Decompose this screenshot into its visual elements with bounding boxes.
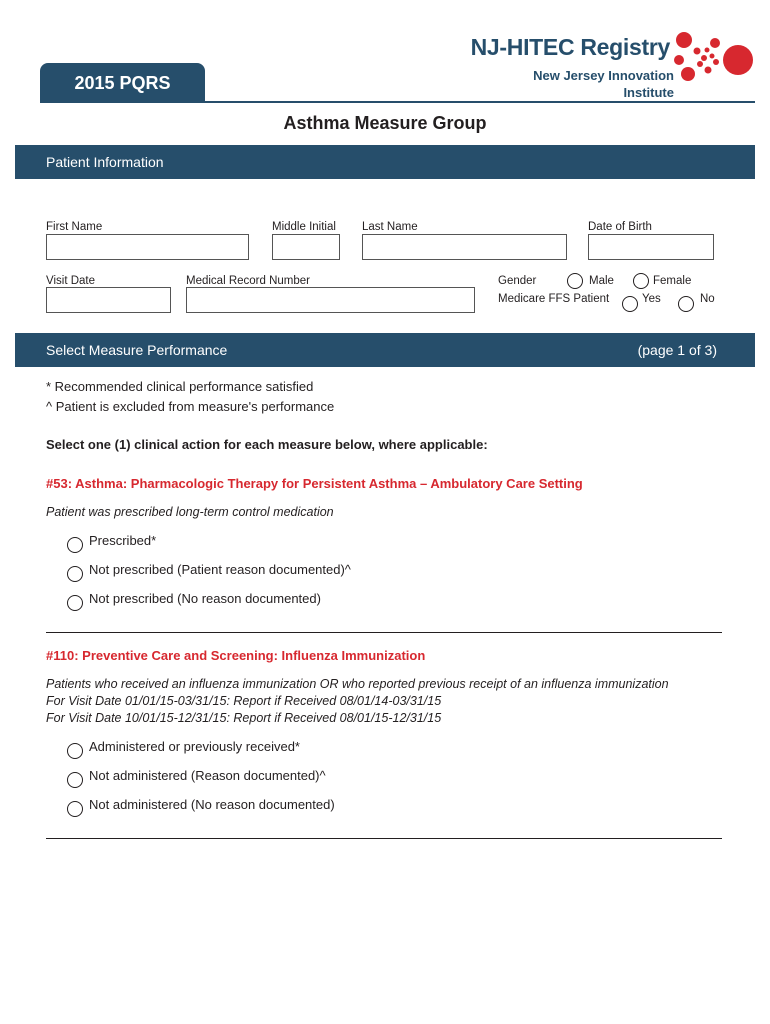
mrn-field[interactable] — [186, 287, 475, 313]
form-title: Asthma Measure Group — [283, 113, 487, 133]
measure-110-option-not-administered-no-reason[interactable] — [67, 797, 335, 817]
measure-110-administered-radio[interactable] — [67, 743, 83, 759]
brand-subtitle — [470, 67, 674, 101]
middle-initial-label: Middle Initial — [272, 221, 340, 235]
measure-110-description — [46, 676, 669, 727]
option-label: Not prescribed (Patient reason documented)^ — [89, 562, 351, 577]
measure-53-title: #53: Asthma: Pharmacologic Therapy for Persistent Asthma – Ambulatory Care Setting — [46, 476, 583, 491]
mrn-label: Medical Record Number — [186, 275, 475, 289]
gender-female-label: Female — [653, 275, 692, 287]
measure-53-prescribed-radio[interactable] — [67, 537, 83, 553]
instruction-text: Select one (1) clinical action for each measure below, where applicable: — [46, 437, 488, 452]
measure-110-option-administered[interactable] — [67, 739, 300, 759]
brand-title: NJ-HITEC Registry — [470, 34, 670, 60]
measure-110-reason-radio[interactable] — [67, 772, 83, 788]
measure-53-option-not-prescribed-patient-reason[interactable] — [67, 562, 351, 582]
pqrs-year-tab: 2015 PQRS — [40, 63, 205, 103]
measure-53-patient-reason-radio[interactable] — [67, 566, 83, 582]
medicare-no-radio[interactable] — [678, 296, 694, 312]
visit-date-label: Visit Date — [46, 275, 171, 289]
gender-label: Gender — [498, 275, 537, 287]
option-label: Not administered (No reason documented) — [89, 797, 335, 812]
header-divider — [40, 101, 755, 103]
option-label: Administered or previously received* — [89, 739, 300, 754]
middle-initial-field[interactable] — [272, 234, 340, 260]
last-name-field[interactable] — [362, 234, 567, 260]
measure-110-desc-line: For Visit Date 10/01/15-12/31/15: Report if Received 08/01/15-12/31/15 — [46, 711, 442, 725]
page-indicator: (page 1 of 3) — [637, 342, 717, 358]
measure-53-description — [46, 504, 334, 521]
brand-subtitle-line2: Institute — [623, 85, 674, 100]
section-divider — [46, 838, 722, 839]
medicare-yes-label: Yes — [642, 293, 661, 305]
dob-field[interactable] — [588, 234, 714, 260]
option-label: Prescribed* — [89, 533, 157, 548]
registry-logo-icon — [670, 30, 756, 82]
measure-53-option-not-prescribed-no-reason[interactable] — [67, 591, 321, 611]
legend-excluded: ^ Patient is excluded from measure's performance — [46, 399, 335, 414]
medicare-no-label: No — [700, 293, 715, 305]
measure-performance-heading: Select Measure Performance — [46, 342, 228, 358]
measure-110-option-not-administered-reason[interactable] — [67, 768, 326, 788]
measure-53-option-prescribed[interactable] — [67, 533, 156, 553]
brand-subtitle-line1: New Jersey Innovation — [533, 68, 674, 83]
gender-male-label: Male — [589, 275, 614, 287]
option-label: Not prescribed (No reason documented) — [89, 591, 321, 606]
visit-date-field[interactable] — [46, 287, 171, 313]
measure-53-no-reason-radio[interactable] — [67, 595, 83, 611]
measure-53-desc-line: Patient was prescribed long-term control medication — [46, 505, 334, 519]
patient-info-bar — [15, 145, 755, 179]
last-name-label: Last Name — [362, 221, 567, 235]
option-label: Not administered (Reason documented)^ — [89, 768, 326, 783]
measure-110-desc-line: Patients who received an influenza immunization OR who reported previous receipt of an influenza immunization — [46, 677, 669, 691]
medicare-yes-radio[interactable] — [622, 296, 638, 312]
measure-110-title: #110: Preventive Care and Screening: Influenza Immunization — [46, 648, 426, 663]
gender-male-radio[interactable] — [567, 273, 583, 289]
patient-info-heading: Patient Information — [46, 154, 164, 170]
legend — [46, 377, 334, 417]
first-name-label: First Name — [46, 221, 249, 235]
measure-110-no-reason-radio[interactable] — [67, 801, 83, 817]
section-divider — [46, 632, 722, 633]
medicare-label: Medicare FFS Patient — [498, 293, 610, 305]
gender-female-radio[interactable] — [633, 273, 649, 289]
first-name-field[interactable] — [46, 234, 249, 260]
dob-label: Date of Birth — [588, 221, 714, 235]
legend-satisfied: * Recommended clinical performance satisfied — [46, 379, 314, 394]
measure-110-desc-line: For Visit Date 01/01/15-03/31/15: Report if Received 08/01/14-03/31/15 — [46, 694, 442, 708]
measure-performance-bar — [15, 333, 755, 367]
